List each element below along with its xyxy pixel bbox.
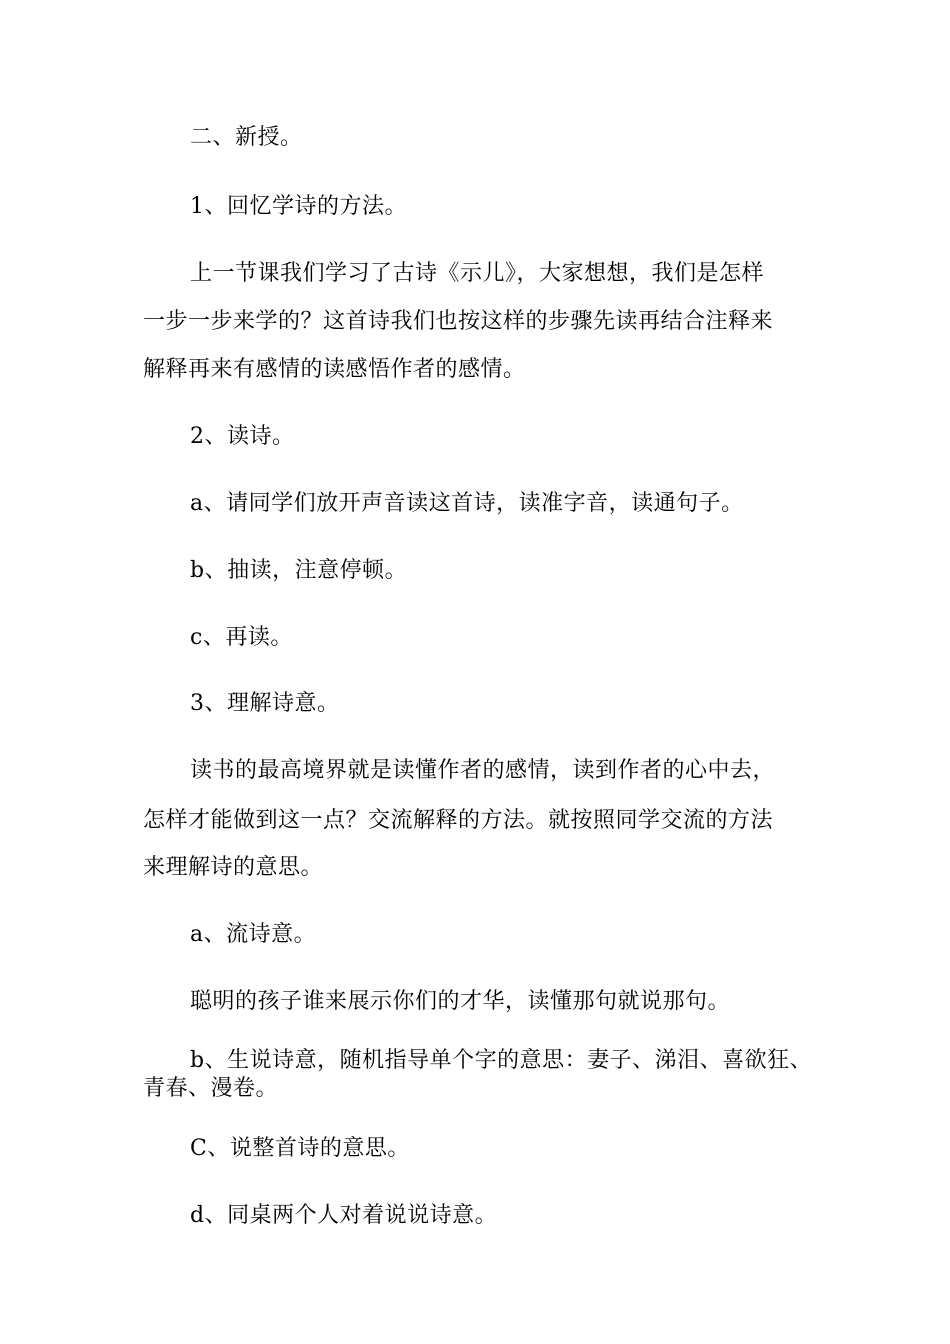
paragraph-line: 聪明的孩子谁来展示你们的才华，读懂那句就说那句。	[190, 989, 731, 1014]
paragraph-line: 上一节课我们学习了古诗《示儿》，大家想想，我们是怎样	[190, 261, 765, 286]
list-item: b、抽读，注意停顿。	[190, 558, 408, 583]
paragraph-line: 解释再来有感情的读感悟作者的感情。	[143, 357, 526, 382]
list-item: c、再读。	[190, 625, 293, 650]
list-item: b、生说诗意，随机指导单个字的意思：妻子、涕泪、喜欲狂、	[190, 1048, 813, 1073]
paragraph-line: 一步一步来学的？这首诗我们也按这样的步骤先读再结合注释来	[143, 309, 774, 334]
list-item-continuation: 青春、漫卷。	[143, 1076, 279, 1101]
paragraph-line: 读书的最高境界就是读懂作者的感情，读到作者的心中去，	[190, 758, 776, 783]
list-item: a、流诗意。	[190, 922, 317, 947]
step-1-heading: 1、回忆学诗的方法。	[190, 194, 407, 219]
list-item: C、说整首诗的意思。	[190, 1136, 410, 1161]
step-2-heading: 2、读诗。	[190, 424, 295, 449]
list-item: a、请同学们放开声音读这首诗，读准字音，读通句子。	[190, 491, 744, 516]
list-item: d、同桌两个人对着说说诗意。	[190, 1203, 498, 1228]
paragraph-line: 怎样才能做到这一点？交流解释的方法。就按照同学交流的方法	[143, 808, 774, 833]
step-3-heading: 3、理解诗意。	[190, 691, 340, 716]
section-heading-new-lesson: 二、新授。	[190, 125, 303, 150]
paragraph-line: 来理解诗的意思。	[143, 855, 324, 880]
